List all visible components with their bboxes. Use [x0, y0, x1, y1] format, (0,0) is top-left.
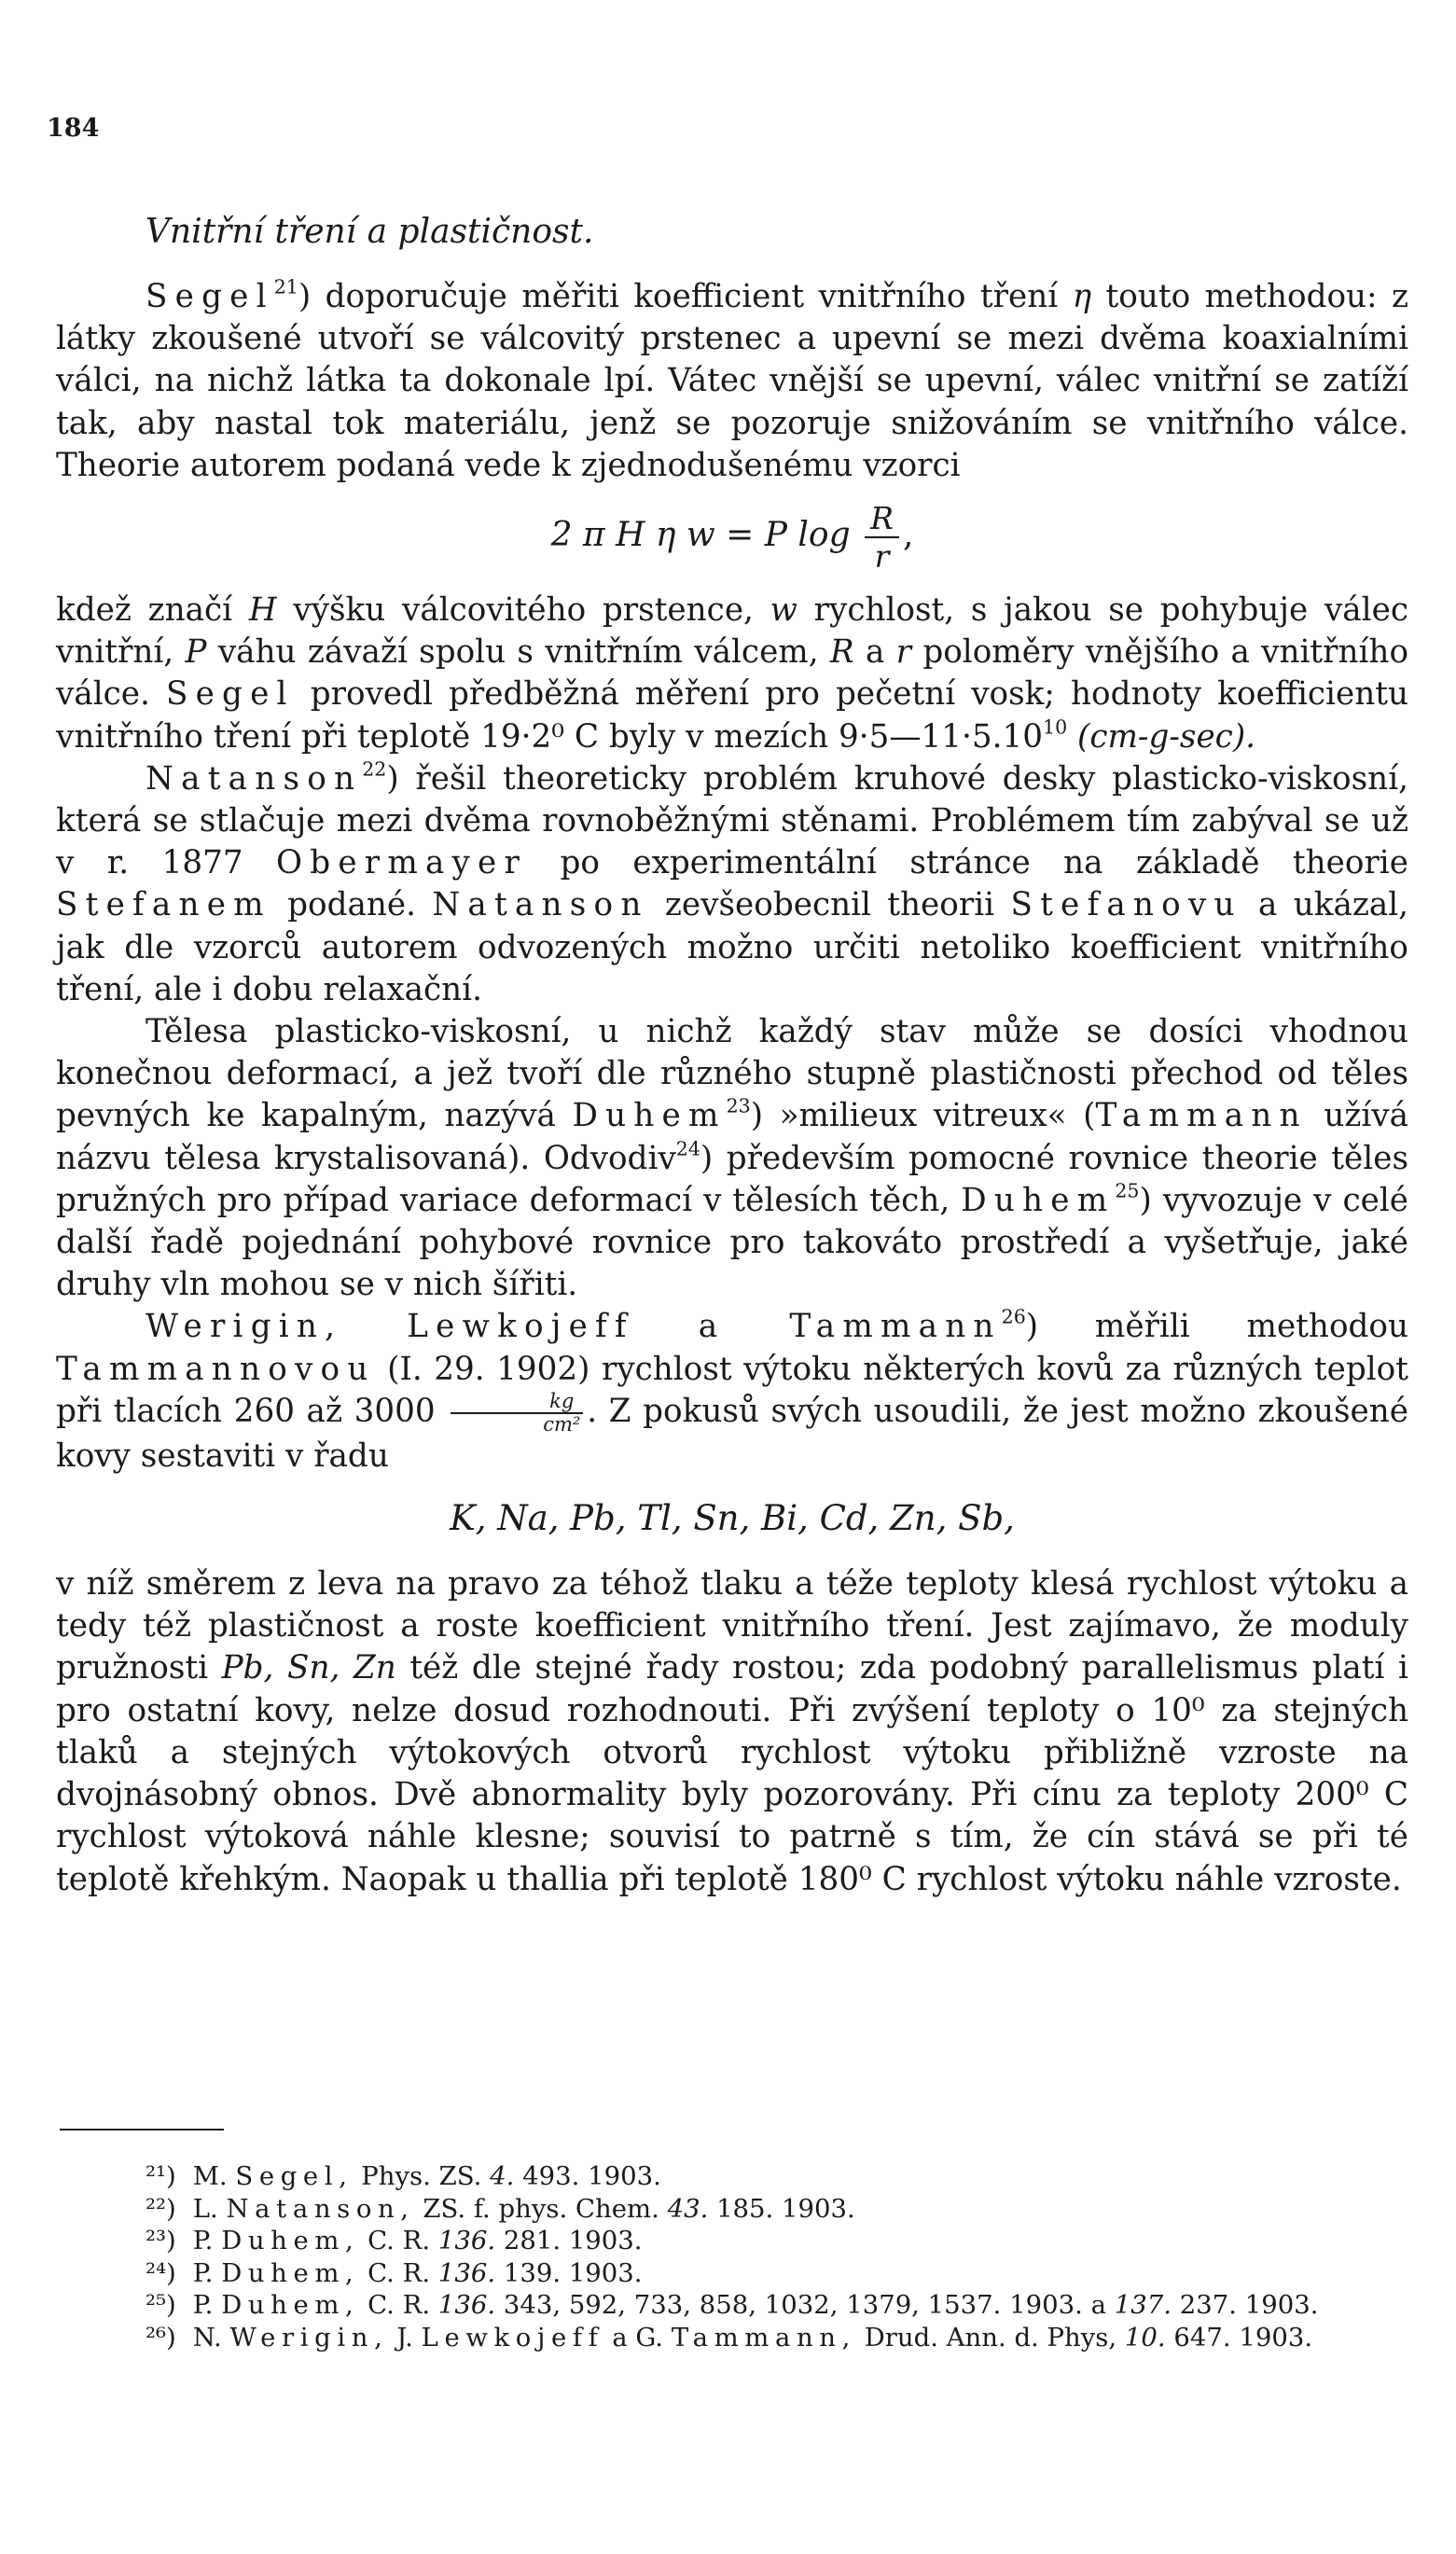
- author-name: Stefanovu: [1010, 886, 1242, 924]
- author-name: Segel: [146, 278, 274, 315]
- footnote: ²²) L. Natanson, ZS. f. phys. Chem. 43. 185. 1903.: [146, 2193, 855, 2224]
- author-name: Duhem: [572, 1097, 727, 1135]
- footnote: ²⁵) P. Duhem, C. R. 136. 343, 592, 733, 858, 1032, 1379, 1537. 1903. a 137. 237. 1903.: [146, 2290, 1319, 2320]
- author-name: Werigin, Lewkojeff a Tammann: [146, 1308, 1002, 1346]
- author-name: Duhem,: [221, 2226, 360, 2256]
- author-name: Natanson: [146, 759, 363, 798]
- footnote: ²⁴) P. Duhem, C. R. 136. 139. 1903.: [146, 2257, 643, 2288]
- unit-fraction: $\frac{kg}{\text{cm²}}$: [451, 1391, 583, 1436]
- footnote: ²¹) M. Segel, Phys. ZS. 4. 493. 1903.: [146, 2161, 661, 2191]
- paragraph-1: Segel$^{21}$) doporučuje měřiti koefficient vnitřního tření η touto methodou: z látky zkoušené utvoří se válcovitý prstenec a upevní se mezi dvěma koaxialními válci, na nichž látka ta dokonale lpí. Vátec vnější se upevní, válec vnitřní se zatíží tak, aby nastal tok materiálu, jenž se pozoruje snižováním se vnitřního válce. Theorie autorem podaná vede k zjednodušenému vzorci: [56, 275, 1408, 484]
- author-name: Tammann,: [671, 2322, 856, 2353]
- author-name: Natanson,: [226, 2193, 415, 2224]
- author-name: Stefanem: [56, 886, 271, 924]
- paragraph-4: Tělesa plasticko-viskosní, u nichž každý stav může se dosíci vhodnou konečnou deformací, a jež tvoří dle různého stupně plastičnosti přechod od těles pevných ke kapalným, nazývá Duhem$^{23}$) »milieux vitreux« (Tammann užívá názvu tělesa krystalisovaná). Odvodiv$^{24}$) především pomocné rovnice theorie těles pružných pro případ variace deformací v tělesích těch, Duhem$^{25}$) vyvozuje v celé další řadě pojednání pohybové rovnice pro takováto prostředí a vyšetřuje, jaké druhy vln mohou se v nich šířiti.: [56, 1013, 1409, 1304]
- formula-numerator: R: [865, 500, 899, 538]
- footnote-divider: [60, 2129, 224, 2131]
- footnote-ref: 25: [1115, 1179, 1140, 1202]
- author-name: Duhem: [961, 1181, 1116, 1219]
- footnote-ref: 26: [1001, 1306, 1026, 1329]
- author-name: Obermayer: [276, 844, 528, 882]
- footnote-ref: 21: [273, 275, 298, 298]
- paragraph-6: v níž směrem z leva na pravo za téhož tlaku a téže teploty klesá rychlost výtoku a tedy též plastičnost a roste koefficient vnitřního tření. Jest zajímavo, že moduly pružnosti Pb, Sn, Zn též dle stejné řady rostou; zda podobný parallelismus platí i pro ostatní kovy, nelze dosud rozhodnouti. Při zvýšení teploty o 10⁰ za stejných tlaků a stejných výtokových otvorů rychlost výtoku přibližně vzroste na dvojnásobný obnos. Dvě abnormality byly pozorovány. Při cínu za teploty 200⁰ C rychlost výtoková náhle klesne; souvisí to patrně s tím, že cín stává se při té teplotě křehkým. Naopak u thallia při teplotě 180⁰ C rychlost výtoku náhle vzroste.: [56, 1565, 1408, 1898]
- eta-symbol: η: [1072, 278, 1092, 315]
- footnote: ²⁶) N. Werigin, J. Lewkojeff a G. Tammann, Drud. Ann. d. Phys, 10. 647. 1903.: [146, 2322, 1313, 2353]
- formula-fraction: [865, 500, 899, 575]
- footnote-ref: 23: [726, 1095, 751, 1118]
- paragraph-2: kdež značí H výšku válcovitého prstence, w rychlost, s jakou se pohybuje válec vnitřní, P váhu závaží spolu s vnitřním válcem, R a r poloměry vnějšího a vnitřního válce. Segel provedl předběžná měření pro pečetní vosk; hodnoty koefficientu vnitřního tření při teplotě 19·2⁰ C byly v mezích $9\cdot 5—11\cdot 5.10^{10}$ (cm-g-sec).: [56, 591, 1409, 756]
- formula: 2 π H η w = P log $\frac{R}{r}$ ,: [550, 500, 914, 576]
- body-text: [56, 276, 1408, 1901]
- author-name: Duhem,: [221, 2257, 360, 2288]
- footnote: ²³) P. Duhem, C. R. 136. 281. 1903.: [146, 2226, 643, 2256]
- paragraph-3: Natanson$^{22}$) řešil theoreticky problém kruhové desky plasticko-viskosní, která se stlačuje mezi dvěma rovnoběžnými stěnami. Problémem tím zabýval se už v r. 1877 Obermayer po experimentální stránce na základě theorie Stefanem podané. Natanson zevšeobecnil theorii Stefanovu a ukázal, jak dle vzorců autorem odvozených možno určiti netoliko koefficient vnitřního tření, ale i dobu relaxační.: [56, 757, 1409, 1008]
- author-name: Duhem,: [221, 2290, 360, 2320]
- footnote-ref: 22: [362, 757, 387, 781]
- footnotes: [56, 2160, 1408, 2353]
- author-name: Natanson: [432, 886, 649, 924]
- author-name: Tammann: [1095, 1097, 1308, 1135]
- author-name: Segel: [165, 675, 295, 714]
- page-number: 184: [47, 114, 100, 143]
- section-title: Vnitřní tření a plastičnost.: [146, 213, 594, 251]
- formula-lhs: 2 π H η w = P log: [550, 516, 851, 555]
- author-name: Tammannovou: [56, 1350, 376, 1388]
- author-name: Werigin,: [229, 2322, 389, 2353]
- author-name: Lewkojeff: [421, 2322, 604, 2353]
- paragraph-5: Werigin, Lewkojeff a Tammann$^{26}$) měřili methodou Tammannovou (I. 29. 1902) rychlost výtoku některých kovů za různých teplot při tlacích 260 až 3000 $\frac{kg}{\text{cm²}}$ . Z pokusů svých usoudili, že jest možno zkoušené kovy sestaviti v řadu: [56, 1306, 1409, 1475]
- author-name: Segel,: [235, 2161, 354, 2191]
- formula-denominator: r: [874, 538, 890, 576]
- element-series: K, Na, Pb, Tl, Sn, Bi, Cd, Zn, Sb,: [450, 1498, 1015, 1539]
- footnote-ref: 24: [675, 1137, 700, 1160]
